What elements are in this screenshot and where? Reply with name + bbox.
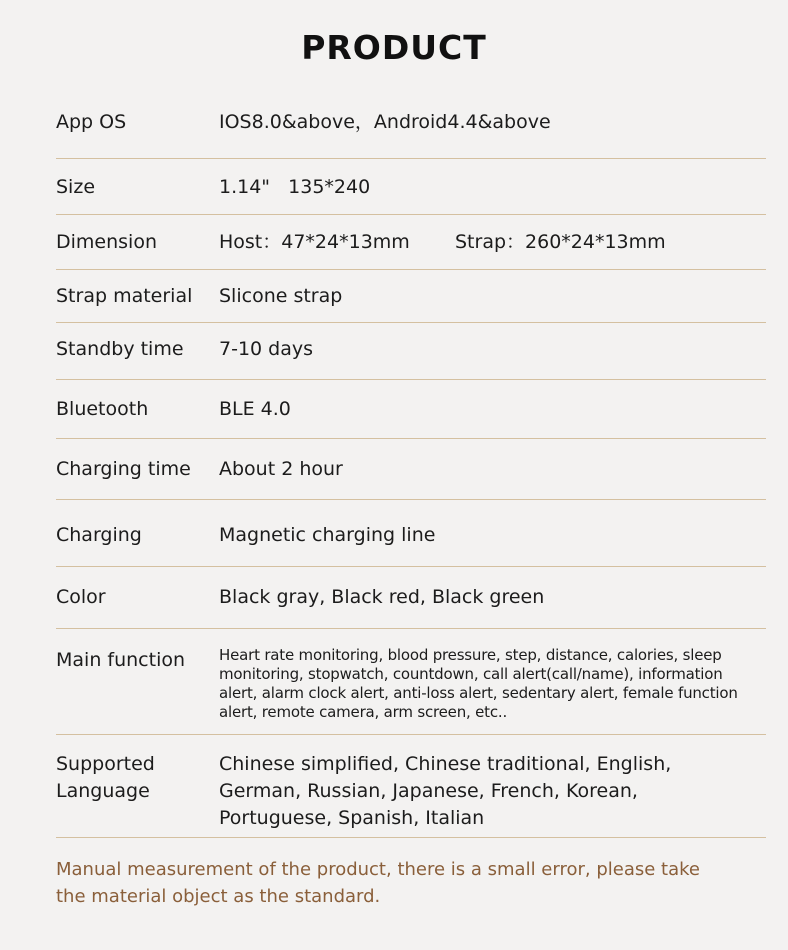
page-title: PRODUCT <box>301 28 487 67</box>
spec-row-strap-material <box>56 270 766 323</box>
spec-label: Strap material <box>56 285 193 307</box>
dimension-host: Host：47*24*13mm <box>219 231 410 253</box>
spec-value: Slicone strap <box>219 285 343 307</box>
spec-row-supported-language <box>56 735 766 838</box>
spec-value: Chinese simplified, Chinese traditional, English, German, Russian, Japanese, French, Korean, Portuguese, Spanish, Italian <box>219 753 672 829</box>
spec-value: Black gray, Black red, Black green <box>219 586 545 608</box>
spec-value: About 2 hour <box>219 458 343 480</box>
spec-label: Dimension <box>56 231 157 253</box>
spec-label: Bluetooth <box>56 398 149 420</box>
spec-row-charging <box>56 500 766 567</box>
spec-value: 7-10 days <box>219 338 314 360</box>
spec-value: Heart rate monitoring, blood pressure, step, distance, calories, sleep monitoring, stopwatch, countdown, call alert(call/name), information alert, alarm clock alert, anti-loss alert, sedentary alert, female function alert, remote camera, arm screen, etc.. <box>219 646 738 721</box>
spec-row-standby-time <box>56 323 766 380</box>
dimension-strap: Strap：260*24*13mm <box>455 231 666 253</box>
spec-value: IOS8.0&above，Android4.4&above <box>219 111 551 133</box>
spec-label: Charging <box>56 524 142 546</box>
spec-row-charging-time <box>56 439 766 500</box>
spec-label: App OS <box>56 111 127 133</box>
spec-row-dimension <box>56 215 766 270</box>
spec-value: BLE 4.0 <box>219 398 291 420</box>
spec-label: Main function <box>56 649 186 671</box>
spec-label: Standby time <box>56 338 184 360</box>
measurement-note: Manual measurement of the product, there is a small error, please take the material object as the standard. <box>56 859 700 907</box>
spec-row-size <box>56 159 766 215</box>
spec-row-main-function <box>56 629 766 735</box>
spec-value <box>219 229 764 256</box>
spec-row-bluetooth <box>56 380 766 439</box>
spec-row-color <box>56 567 766 629</box>
spec-value: Magnetic charging line <box>219 524 436 546</box>
spec-value: 1.14" 135*240 <box>219 176 371 198</box>
spec-row-app-os <box>56 92 766 159</box>
spec-label: Supported Language <box>56 753 155 802</box>
spec-label: Size <box>56 176 96 198</box>
spec-label: Charging time <box>56 458 191 480</box>
spec-label: Color <box>56 586 106 608</box>
